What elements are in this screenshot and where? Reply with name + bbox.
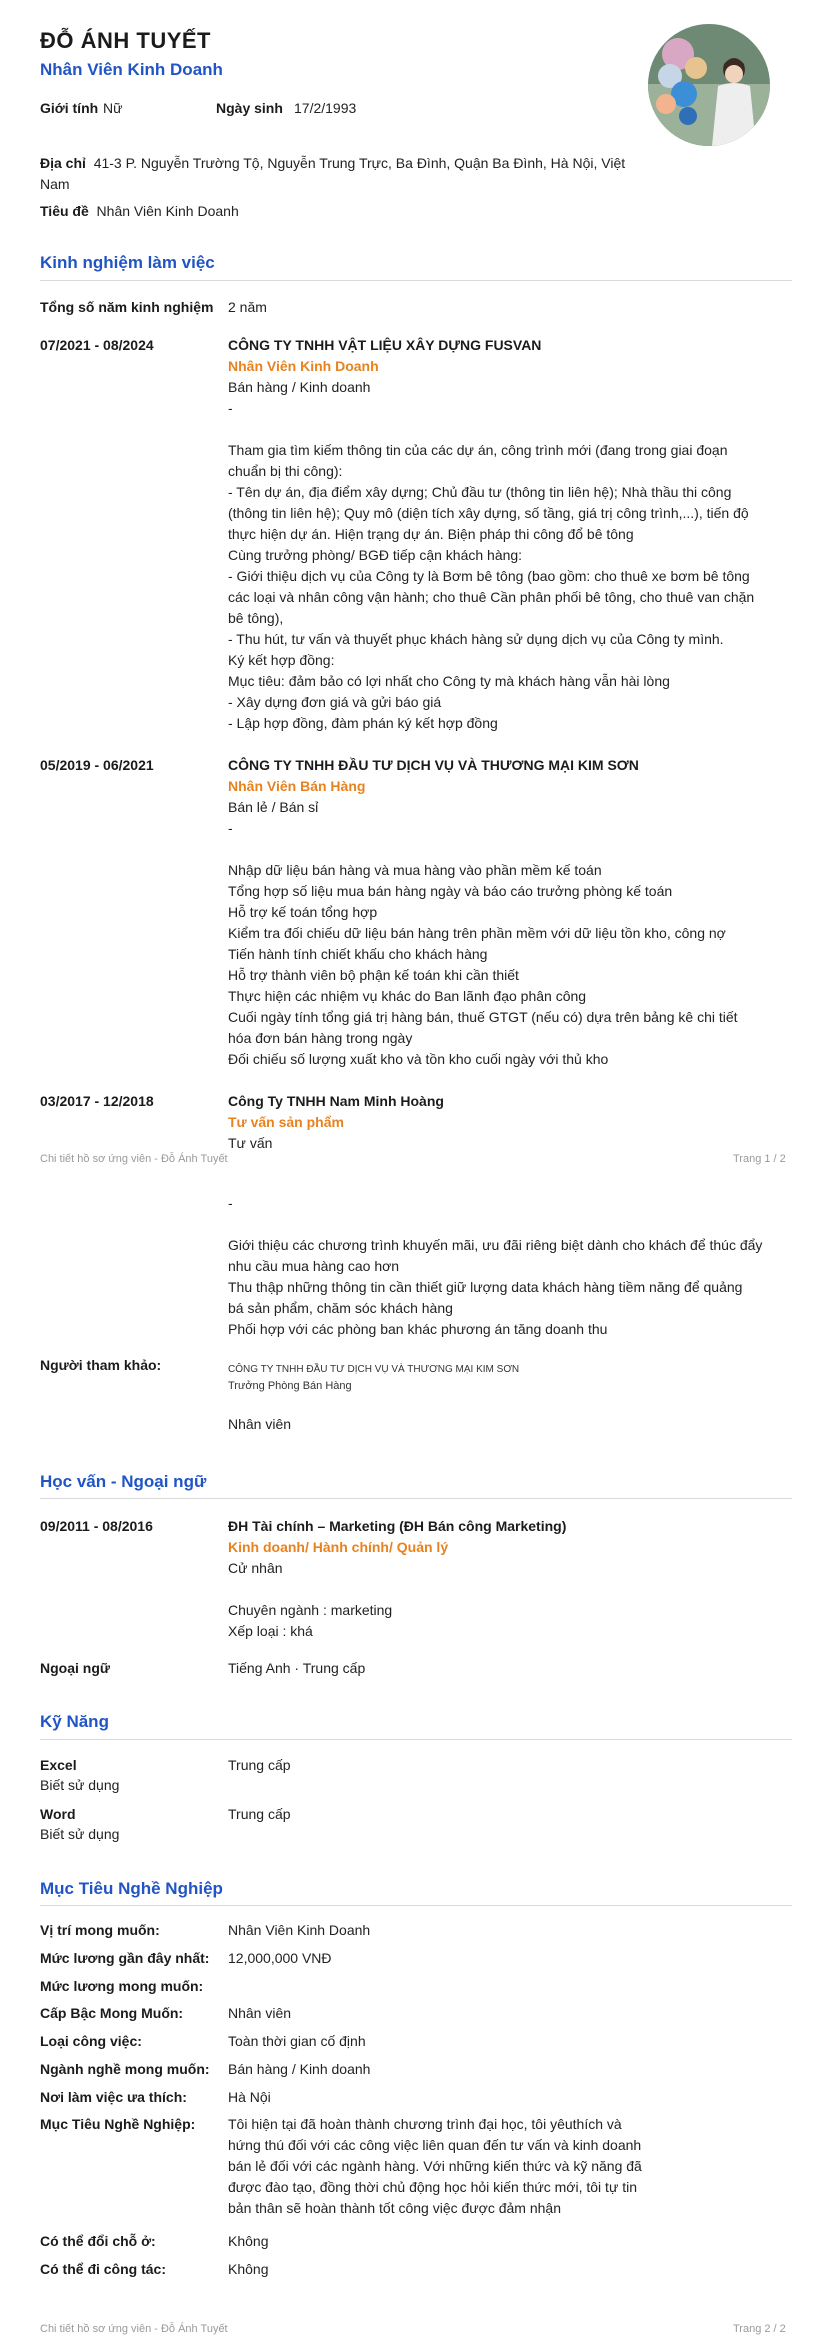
footer-page-number: Trang 2 / 2 (733, 2323, 786, 2335)
job-dash: - (228, 400, 233, 416)
objective-text (228, 2114, 768, 2219)
objective-line: bán lẻ đối với các ngành hàng. Với những kiến thức và kỹ năng đã (228, 2158, 642, 2174)
job-desc-line: bá sản phẩm, chăm sóc khách hàng (228, 1300, 453, 1316)
job-desc-line: Tiến hành tính chiết khấu cho khách hàng (228, 946, 488, 962)
job-desc-line: - Thu hút, tư vấn và thuyết phục khách hàng sử dụng dịch vụ của Công ty mình. (228, 631, 724, 647)
section-divider (40, 1739, 792, 1740)
job-desc-line: - Xây dựng đơn giá và gửi báo giá (228, 694, 442, 710)
job-desc-line: Hỗ trợ thành viên bộ phận kế toán khi cần thiết (228, 967, 519, 983)
address-value: 41-3 P. Nguyễn Trường Tộ, Nguyễn Trung Trực, Ba Đình, Quận Ba Đình, Hà Nội, Việt Nam (40, 155, 626, 192)
total-experience-value: 2 năm (228, 299, 267, 315)
total-experience-label: Tổng số năm kinh nghiệm (40, 299, 214, 315)
resume-page-2 (0, 1170, 827, 2340)
reference-title: Trưởng Phòng Bán Hàng (228, 1380, 352, 1392)
job-desc-line: - Lập hợp đồng, đàm phán ký kết hợp đồng (228, 715, 498, 731)
goal-label: Vị trí mong muốn: (40, 1922, 160, 1938)
gender-value: Nữ (103, 100, 123, 116)
education-specialty: Chuyên ngành : marketing (228, 1602, 393, 1618)
education-rank: Xếp loại : khá (228, 1623, 313, 1639)
goal-value: Toàn thời gian cố định (228, 2033, 366, 2049)
dob-value: 17/2/1993 (294, 100, 357, 116)
job-desc-line: bê tông), (228, 610, 284, 626)
job-entry-continued (228, 1193, 768, 1340)
job-position: Nhân Viên Kinh Doanh (228, 358, 379, 374)
goal-label: Cấp Bậc Mong Muốn: (40, 2005, 184, 2021)
job-entry (228, 335, 768, 734)
goal-label: Mức lương gần đây nhất: (40, 1950, 210, 1966)
goal-value: Bán hàng / Kinh doanh (228, 2061, 371, 2077)
job-desc-line: Thu thập những thông tin cần thiết giữ lượng data khách hàng tiềm năng để quảng (228, 1279, 743, 1295)
job-entry (228, 755, 768, 1070)
job-desc-line: Nhập dữ liệu bán hàng và mua hàng vào phần mềm kế toán (228, 862, 602, 878)
candidate-title: Nhân Viên Kinh Doanh (40, 60, 223, 79)
job-desc-line: (thông tin liên hệ); Quy mô (diện tích xây dựng, số tầng, giá trị công trình,...), tiến độ (228, 505, 749, 521)
section-title-goals: Mục Tiêu Nghề Nghiệp (40, 1879, 223, 1898)
section-divider (40, 280, 792, 281)
job-desc-line: chuẩn bị thi công): (228, 463, 343, 479)
goal-label: Mức lương mong muốn: (40, 1978, 204, 1994)
goal-label: Nơi làm việc ưa thích: (40, 2089, 187, 2105)
job-desc-line: nhu cầu mua hàng cao hơn (228, 1258, 400, 1274)
objective-label: Mục Tiêu Nghề Nghiệp: (40, 2116, 196, 2132)
job-desc-line: hóa đơn bán hàng trong ngày (228, 1030, 413, 1046)
job-desc-line: Tổng hợp số liệu mua bán hàng ngày và báo cáo trưởng phòng kế toán (228, 883, 673, 899)
education-entry (228, 1516, 768, 1642)
relocate-value: Không (228, 2233, 269, 2249)
job-period: 05/2019 - 06/2021 (40, 757, 154, 773)
job-desc-line: Cuối ngày tính tổng giá trị hàng bán, thuế GTGT (nếu có) dựa trên bảng kê chi tiết (228, 1009, 738, 1025)
objective-line: Tôi hiện tại đã hoàn thành chương trình đại học, tôi yêuthích và (228, 2116, 622, 2132)
job-company: Công Ty TNHH Nam Minh Hoàng (228, 1093, 444, 1109)
goal-label: Loại công việc: (40, 2033, 142, 2049)
job-desc-line: Thực hiện các nhiệm vụ khác do Ban lãnh đạo phân công (228, 988, 587, 1004)
section-title-skills: Kỹ Năng (40, 1712, 109, 1731)
travel-label: Có thể đi công tác: (40, 2261, 166, 2277)
education-degree: Cử nhân (228, 1560, 283, 1576)
section-divider (40, 1498, 792, 1499)
language-level: Trung cấp (302, 1660, 366, 1676)
language-separator: · (294, 1660, 300, 1676)
skill-description: Biết sử dụng (40, 1777, 120, 1793)
objective-line: bản thân sẽ hoàn thành tốt công việc được đảm nhận (228, 2200, 562, 2216)
job-period: 03/2017 - 12/2018 (40, 1093, 154, 1109)
language-value (228, 1658, 768, 1679)
job-field: Bán hàng / Kinh doanh (228, 379, 371, 395)
headline (40, 203, 239, 219)
job-desc-line: Kiểm tra đối chiếu dữ liệu bán hàng trên phần mềm với dữ liệu tồn kho, công nợ (228, 925, 726, 941)
job-desc-line: - Giới thiệu dịch vụ của Công ty là Bơm bê tông (bao gồm: cho thuê xe bơm bê tông (228, 568, 750, 584)
job-desc-line: Ký kết hợp đồng: (228, 652, 335, 668)
job-company: CÔNG TY TNHH ĐẦU TƯ DỊCH VỤ VÀ THƯƠNG MẠI KIM SƠN (228, 757, 639, 773)
section-title-experience: Kinh nghiệm làm việc (40, 253, 215, 272)
job-period: 07/2021 - 08/2024 (40, 337, 154, 353)
job-company: CÔNG TY TNHH VẬT LIỆU XÂY DỰNG FUSVAN (228, 337, 542, 353)
job-desc-line: Giới thiệu các chương trình khuyến mãi, ưu đãi riêng biệt dành cho khách để thúc đẩy (228, 1237, 763, 1253)
gender-label: Giới tính (40, 100, 99, 116)
job-desc-line: Tham gia tìm kiếm thông tin của các dự án, công trình mới (đang trong giai đoạn (228, 442, 728, 458)
education-school: ĐH Tài chính – Marketing (ĐH Bán công Marketing) (228, 1518, 567, 1534)
skill-name: Excel (40, 1757, 77, 1773)
goal-value: Hà Nội (228, 2089, 271, 2105)
job-desc-line: Đối chiếu số lượng xuất kho và tồn kho cuối ngày với thủ kho (228, 1051, 609, 1067)
job-position: Nhân Viên Bán Hàng (228, 778, 366, 794)
address-label: Địa chỉ (40, 155, 86, 171)
job-field: Tư vấn (228, 1135, 273, 1151)
job-desc-line: - Tên dự án, địa điểm xây dựng; Chủ đầu tư (thông tin liên hệ); Nhà thầu thi công (228, 484, 732, 500)
footer-left: Chi tiết hồ sơ ứng viên - Đỗ Ánh Tuyết (40, 2323, 228, 2335)
job-desc-line: Phối hợp với các phòng ban khác phương án tăng doanh thu (228, 1321, 608, 1337)
job-desc-line: Mục tiêu: đảm bảo có lợi nhất cho Công ty mà khách hàng vẫn hài lòng (228, 673, 670, 689)
reference-label: Người tham khảo: (40, 1357, 162, 1373)
education-major: Kinh doanh/ Hành chính/ Quản lý (228, 1539, 449, 1555)
dob-label: Ngày sinh (216, 100, 283, 116)
headline-value: Nhân Viên Kinh Doanh (96, 203, 239, 219)
language-name: Tiếng Anh (228, 1660, 291, 1676)
job-entry (228, 1091, 768, 1154)
job-desc-line: thực hiện dự án. Hiện trạng dự án. Biện pháp thi công đổ bê tông (228, 526, 634, 542)
travel-value: Không (228, 2261, 269, 2277)
job-field: Bán lẻ / Bán sỉ (228, 799, 319, 815)
section-divider (40, 1905, 792, 1906)
goal-value: Nhân viên (228, 2005, 292, 2021)
address (40, 153, 630, 195)
goal-value: Nhân Viên Kinh Doanh (228, 1922, 371, 1938)
job-desc-line: các loại và nhân công vận hành; cho thuê Cần phân phối bê tông, cho thuê van chặn (228, 589, 755, 605)
skill-description: Biết sử dụng (40, 1826, 120, 1842)
job-desc-line: Hỗ trợ kế toán tổng hợp (228, 904, 378, 920)
avatar (648, 24, 770, 146)
language-label: Ngoại ngữ (40, 1660, 111, 1676)
job-desc-line: Cùng trưởng phòng/ BGĐ tiếp cận khách hàng: (228, 547, 523, 563)
goal-label: Ngành nghề mong muốn: (40, 2061, 210, 2077)
footer-page-number: Trang 1 / 2 (733, 1153, 786, 1165)
objective-line: được đào tạo, đồng thời chủ động học hỏi kiến thức mới, tôi tự tin (228, 2179, 637, 2195)
education-period: 09/2011 - 08/2016 (40, 1518, 153, 1534)
reference-company: CÔNG TY TNHH ĐẦU TƯ DỊCH VỤ VÀ THƯƠNG MẠI KIM SƠN (228, 1364, 520, 1375)
relocate-label: Có thể đổi chỗ ở: (40, 2233, 156, 2249)
candidate-name: ĐỖ ÁNH TUYẾT (40, 28, 211, 53)
section-title-education: Học vấn - Ngoại ngữ (40, 1472, 207, 1491)
reference-role: Nhân viên (228, 1416, 292, 1432)
headline-label: Tiêu đề (40, 203, 89, 219)
skill-level: Trung cấp (228, 1757, 291, 1773)
job-dash: - (228, 1195, 233, 1211)
objective-line: hứng thú đối với các công việc liên quan đến tư vấn và kinh doanh (228, 2137, 642, 2153)
job-dash: - (228, 820, 233, 836)
goal-value: 12,000,000 VNĐ (228, 1950, 332, 1966)
skill-level: Trung cấp (228, 1806, 291, 1822)
job-position: Tư vấn sản phẩm (228, 1114, 344, 1130)
skill-name: Word (40, 1806, 76, 1822)
footer-left: Chi tiết hồ sơ ứng viên - Đỗ Ánh Tuyết (40, 1153, 228, 1165)
